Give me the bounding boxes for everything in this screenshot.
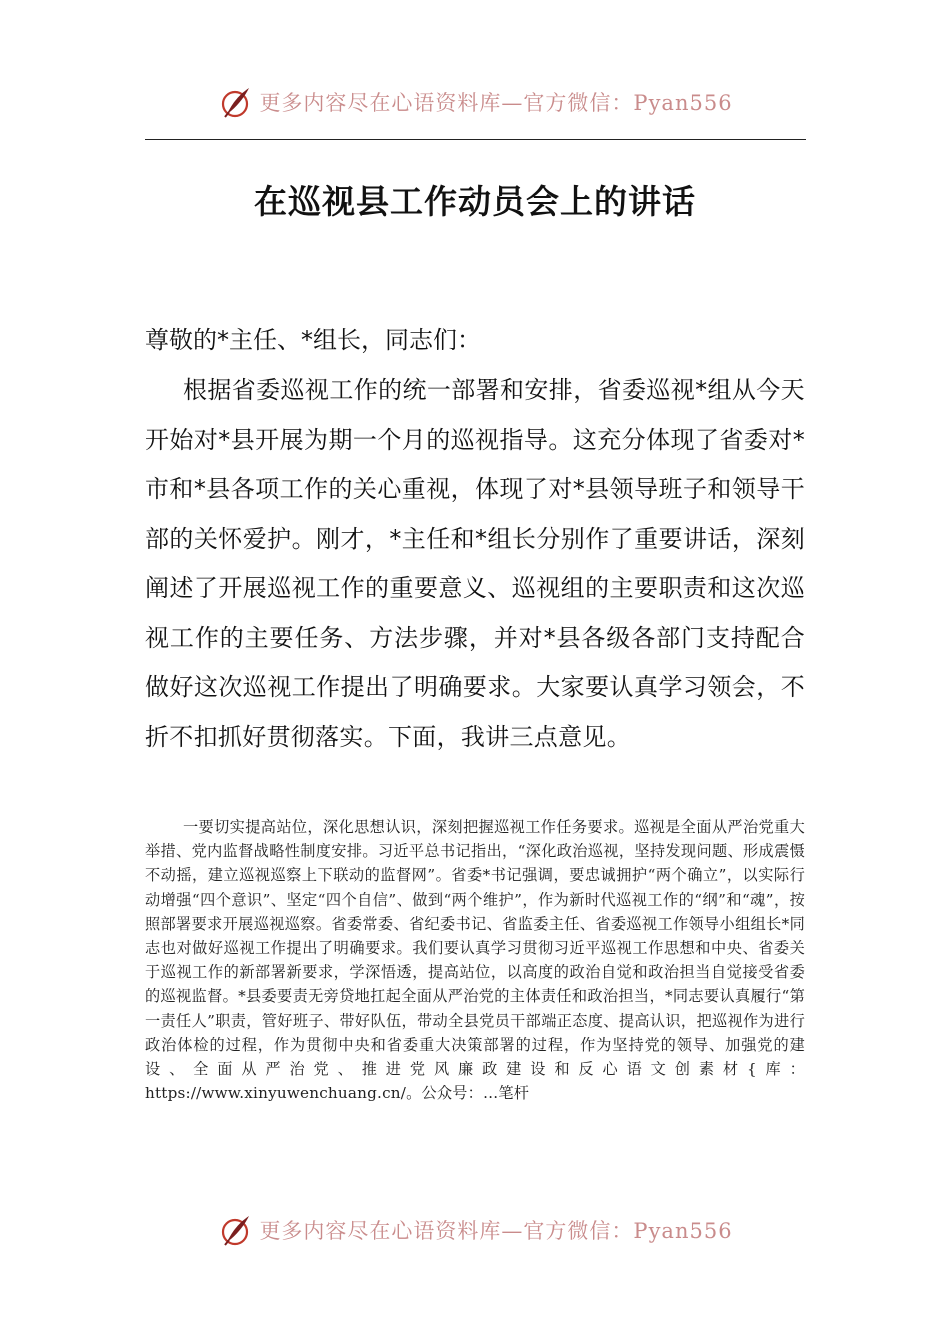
banner-text: 更多内容尽在心语资料库—官方微信：Pyan556 bbox=[259, 1219, 733, 1243]
greeting-line: 尊敬的*主任、*组长，同志们： bbox=[145, 326, 481, 354]
intro-paragraph: 根据省委巡视工作的统一部署和安排，省委巡视*组从今天开始对*县开展为期一个月的巡视指导。这充分体现了省委对*市和*县各项工作的关心重视，体现了对*县领导班子和领导干部的关怀爱护。刚才，*主任和*组长分别作了重要讲话，深刻阐述了开展巡视工作的重要意义、巡视组的主要职责和这次巡视工作的主要任务、方法步骤，并对*县各级各部门支持配合做好这次巡视工作提出了明确要求。大家要认真学习领会，不折不扣抓好贯彻落实。下面，我讲三点意见。 bbox=[145, 376, 805, 751]
header-banner bbox=[0, 82, 950, 122]
quill-pen-circle-icon bbox=[217, 1212, 253, 1248]
banner-text: 更多内容尽在心语资料库—官方微信：Pyan556 bbox=[259, 91, 733, 115]
header-divider bbox=[145, 139, 806, 140]
page-title: 在巡视县工作动员会上的讲话 bbox=[254, 182, 696, 221]
point-one-paragraph: 一要切实提高站位，深化思想认识，深刻把握巡视工作任务要求。巡视是全面从严治党重大举措、党内监督战略性制度安排。习近平总书记指出，“深化政治巡视，坚持发现问题、形成震慑不动摇，建立巡视巡察上下联动的监督网”。省委*书记强调，要忠诚拥护“两个确立”，以实际行动增强“四个意识”、坚定“四个自信”、做到“两个维护”，作为新时代巡视工作的“纲”和“魂”，按照部署要求开展巡视巡察。省委常委、省纪委书记、省监委主任、省委巡视工作领导小组组长*同志也对做好巡视工作提出了明确要求。我们要认真学习贯彻习近平巡视工作思想和中央、省委关于巡视工作的新部署新要求，学深悟透，提高站位，以高度的政治自觉和政治担当自觉接受省委的巡视监督。*县委要责无旁贷地扛起全面从严治党的主体责任和政治担当，*同志要认真履行“第一责任人”职责，管好班子、带好队伍，带动全县党员干部端正态度、提高认识，把巡视作为进行政治体检的过程，作为贯彻中央和省委重大决策部署的过程，作为坚持党的领导、加强党的建设、全面从严治党、推进党风廉政建设和反心语文创素材{库：https://www.xinyuwenchuang.cn/。公众号：…笔杆 bbox=[145, 818, 805, 1103]
quill-pen-circle-icon bbox=[217, 84, 253, 120]
footer-banner bbox=[0, 1210, 950, 1250]
